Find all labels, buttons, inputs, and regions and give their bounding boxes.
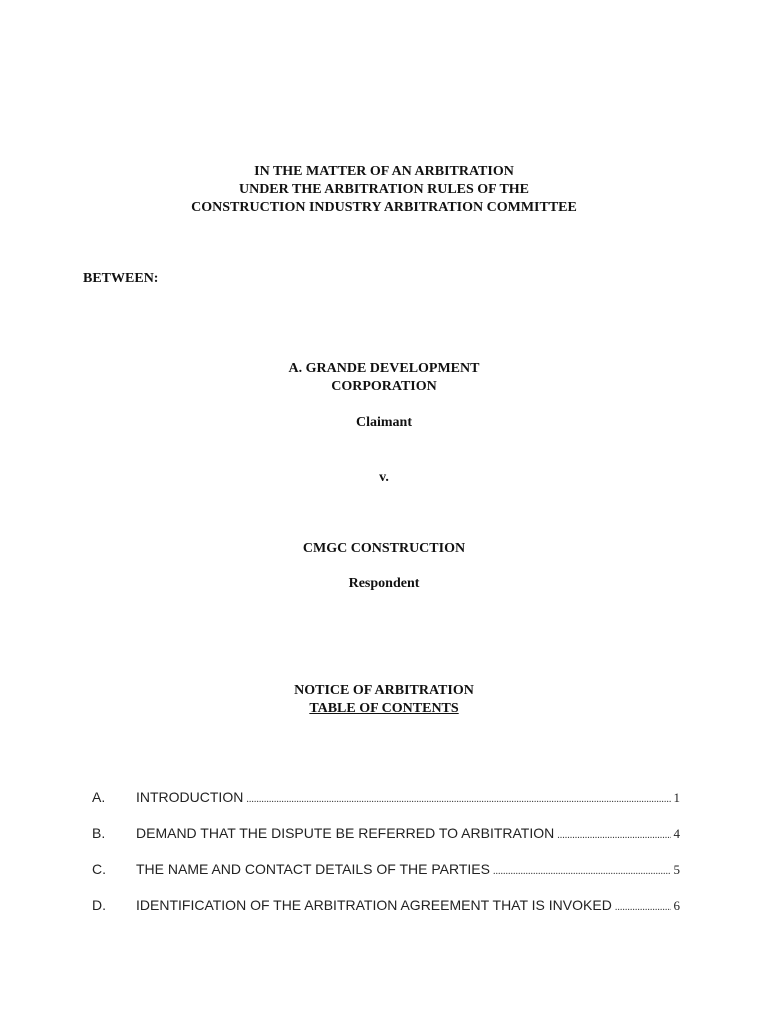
- table-of-contents: [92, 789, 680, 933]
- toc-entry-page: 5: [673, 862, 680, 877]
- toc-entry-page: 4: [673, 826, 680, 841]
- heading-line-1: IN THE MATTER OF AN ARBITRATION: [254, 164, 514, 179]
- toc-entry-text: IDENTIFICATION OF THE ARBITRATION AGREEMENT THAT IS INVOKED: [136, 897, 612, 913]
- toc-entry-text: INTRODUCTION: [136, 789, 244, 805]
- toc-dot-leader: [493, 866, 671, 877]
- notice-title: NOTICE OF ARBITRATION: [294, 683, 474, 698]
- respondent-name: CMGC CONSTRUCTION: [302, 541, 466, 556]
- toc-dot-leader: [615, 902, 671, 913]
- toc-entry-text: THE NAME AND CONTACT DETAILS OF THE PARTIES: [136, 861, 490, 877]
- toc-entry[interactable]: [92, 897, 680, 915]
- toc-entry-letter: A.: [92, 789, 106, 805]
- toc-dot-leader: [246, 794, 670, 805]
- toc-dot-leader: [557, 830, 670, 841]
- toc-entry-letter: D.: [92, 897, 106, 913]
- claimant-role: Claimant: [356, 415, 412, 430]
- between-label: BETWEEN:: [83, 271, 159, 286]
- toc-entry-text: DEMAND THAT THE DISPUTE BE REFERRED TO ARBITRATION: [136, 825, 555, 841]
- heading-line-3: CONSTRUCTION INDUSTRY ARBITRATION COMMITTEE: [191, 200, 577, 215]
- versus-label: v.: [379, 470, 389, 485]
- notice-block: [0, 682, 768, 718]
- toc-entry-page: 6: [673, 898, 680, 913]
- heading-line-2: UNDER THE ARBITRATION RULES OF THE: [238, 182, 530, 197]
- toc-entry[interactable]: [92, 789, 680, 807]
- toc-entry[interactable]: [92, 825, 680, 843]
- toc-entry-letter: C.: [92, 861, 106, 877]
- claimant-name-line-2: CORPORATION: [331, 379, 437, 394]
- document-heading: [0, 163, 768, 217]
- toc-entry[interactable]: [92, 861, 680, 879]
- respondent-role: Respondent: [348, 576, 420, 591]
- toc-title: TABLE OF CONTENTS: [309, 701, 459, 716]
- toc-entry-letter: B.: [92, 825, 106, 841]
- toc-entry-page: 1: [673, 790, 680, 805]
- claimant-name-line-1: A. GRANDE DEVELOPMENT: [288, 361, 480, 376]
- claimant-name: [0, 360, 768, 396]
